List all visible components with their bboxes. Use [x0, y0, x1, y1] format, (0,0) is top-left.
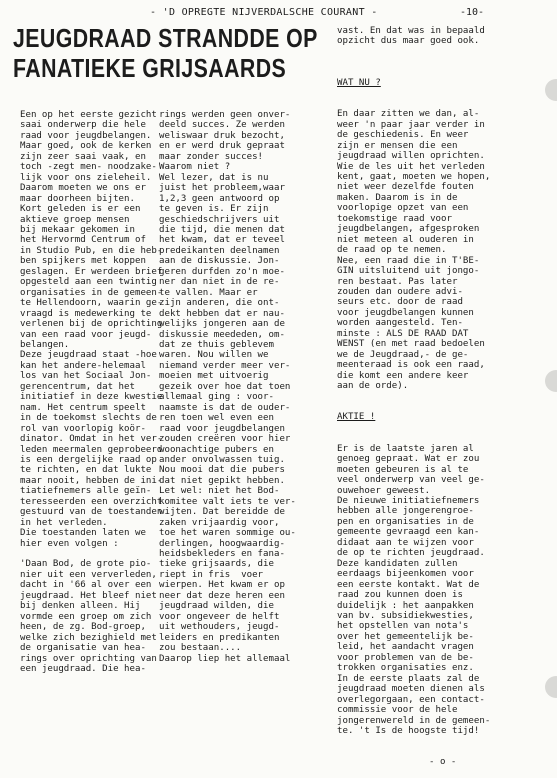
- text-line: geren durfden zo'n moe-: [159, 266, 285, 277]
- text-line: Wel lezer, dat is nu: [159, 172, 269, 183]
- text-line: hier even volgen :: [20, 538, 119, 549]
- text-line: over het gemeentelijk be-: [337, 631, 474, 642]
- text-line: Deze jeugdraad staat -hoe: [20, 350, 157, 361]
- text-line: de geschiedenis. En weer: [337, 130, 469, 141]
- text-line: voor ongeveer de helft: [159, 611, 280, 622]
- text-line: leid, het aandacht vragen: [337, 642, 474, 653]
- text-line: ren toen wel even een: [159, 413, 274, 424]
- text-line: minste : ALS DE RAAD DAT: [337, 328, 469, 339]
- text-line: tieke grijsaards, die: [159, 559, 274, 570]
- text-line: wijten. Dat bereidde de: [159, 507, 285, 518]
- text-line: de op te richten jeugdraad.: [337, 548, 485, 559]
- text-line: Daarop liep het allemaal: [159, 653, 291, 664]
- text-line: niet meteen al ouderen in: [337, 234, 474, 245]
- text-line: Nou mooi dat die pubers: [159, 465, 285, 476]
- text-line: rings over oprichting van: [20, 653, 157, 664]
- text-line: dat ze thuis geblevem: [159, 339, 274, 350]
- text-line: nier uit een ververleden,: [20, 569, 157, 580]
- text-line: tiatiefnemers alle geïn-: [20, 486, 152, 497]
- text-line: overlegorgaan, een contact-: [337, 694, 485, 705]
- text-line: jeugdraad moeten dienen als: [337, 684, 485, 695]
- headline-line-1: JEUGDRAAD STRANDDE OP: [13, 23, 318, 53]
- text-line: een jeugdraad. Die hea-: [20, 664, 146, 674]
- text-line: predeikanten deelnamen: [159, 245, 280, 256]
- text-line: geslagen. Er werdeen brief: [20, 266, 163, 277]
- text-line: deeld succes. Ze werden: [159, 120, 285, 131]
- text-line: maar doorheen bijten.: [20, 193, 135, 204]
- text-line: in Studio Pub, en die heb-: [20, 245, 163, 256]
- text-line: jeugdraad willen oprichten.: [337, 151, 485, 162]
- text-line: Kort geleden is er een: [20, 204, 141, 215]
- text-line: WENST (en met raad bedoelen: [337, 339, 485, 350]
- text-line: worden aangesteld. Ten-: [337, 318, 463, 329]
- page-number: -10-: [460, 7, 485, 18]
- text-line: ouwehoer geweest.: [337, 485, 431, 496]
- text-line: opgesteld aan een twintig: [20, 277, 157, 288]
- text-line: dinator. Omdat in het ver-: [20, 434, 163, 445]
- text-line: niet weer dezelfde fouten: [337, 182, 474, 193]
- text-line: vast. En dat was in bepaald: [337, 26, 485, 36]
- text-line: toe het waren sommige ou-: [159, 528, 296, 539]
- text-line: 1,2,3 geen antwoord op: [159, 193, 280, 204]
- text-line: duidelijk : het aanpakken: [337, 600, 474, 611]
- text-line: die komt een andere keer: [337, 370, 469, 381]
- text-line: opzicht dus maar goed ook.: [337, 36, 480, 47]
- text-line: welijks jongeren aan de: [159, 319, 285, 330]
- text-line: Maar goed, ook de kerken: [20, 141, 152, 152]
- text-line: voor problemen van de be-: [337, 652, 474, 663]
- text-line: pen en organisaties in de: [337, 516, 474, 527]
- text-line: leden meermalen geprobeerd: [20, 444, 163, 455]
- section-heading-aktie: AKTIE !: [337, 412, 376, 423]
- text-line: zijn zeer saai vaak, en: [20, 151, 146, 162]
- text-line: weliswaar druk bezocht,: [159, 130, 285, 141]
- text-line: [20, 549, 162, 559]
- text-line: van bv. subsidiekwesties,: [337, 611, 474, 622]
- end-mark: - o -: [429, 757, 457, 768]
- text-line: derlingen, hoogwaardig-: [159, 538, 285, 549]
- text-line: teresseerden een overzicht: [20, 496, 163, 507]
- text-line: vraagd is medewerking te: [20, 308, 152, 319]
- text-line: te vallen. Maar er: [159, 287, 258, 298]
- text-line: maar zonder succes!: [159, 151, 264, 162]
- text-line: Waarom niet ?: [159, 162, 231, 173]
- text-line: seurs etc. door de raad: [337, 297, 463, 308]
- text-line: kent, gaat, moeten we hopen,: [337, 171, 491, 182]
- text-line: los van het Sociaal Jon-: [20, 371, 152, 382]
- text-line: de raad op te nemen.: [337, 245, 447, 256]
- text-line: naamste is dat de ouder-: [159, 402, 291, 413]
- text-line: Een op het eerste gezicht: [20, 110, 157, 120]
- text-line: commissie voor de hele: [337, 705, 458, 716]
- text-line: Nee, een raad die in T'BE-: [337, 255, 480, 266]
- text-line: belangen.: [20, 339, 70, 350]
- text-line: gerencentrum, dat het: [20, 381, 135, 392]
- text-line: aan de orde).: [337, 381, 409, 392]
- text-line: jeugdbelangen, afgesproken: [337, 224, 480, 235]
- text-line: organisaties in de gemeen-: [20, 287, 163, 298]
- column-2: [159, 110, 296, 664]
- text-line: initiatief in deze kwestie: [20, 392, 163, 403]
- text-line: toch -zegt men- noodzake-: [20, 162, 157, 173]
- text-line: jeugdraad wilden, die: [159, 601, 274, 612]
- text-line: verlenen bij de oprichting: [20, 319, 163, 330]
- text-line: zouden dan oudere advi-: [337, 286, 463, 297]
- section-aktie-text: [337, 444, 490, 737]
- text-line: ner dan niet in de re-: [159, 277, 280, 288]
- text-line: nam. Het centrum speelt: [20, 402, 146, 413]
- text-line: het opstellen van nota's: [337, 621, 469, 632]
- text-line: het Hervormd Centrum of: [20, 235, 146, 246]
- text-line: in de toekomst slechts de: [20, 413, 157, 424]
- text-line: welke zich bezighield met: [20, 632, 157, 643]
- text-line: raad zou kunnen doen is: [337, 590, 463, 601]
- text-line: allemaal ging : voor-: [159, 392, 274, 403]
- text-line: diskussie meededen, om-: [159, 329, 285, 340]
- text-line: De nieuwe initiatiefnemers: [337, 496, 480, 507]
- text-line: maar nooit, hebben de ini-: [20, 475, 163, 486]
- text-line: heidsbekleders en fana-: [159, 549, 285, 560]
- binder-hole-top: [545, 79, 557, 101]
- text-line: zijn anderen, die ont-: [159, 298, 280, 309]
- running-head: - 'D OPREGTE NIJVERDALSCHE COURANT -: [150, 7, 378, 18]
- headline-line-2: FANATIEKE GRIJSAARDS: [13, 53, 287, 83]
- text-line: jeugdraad. Het bleef niet: [20, 590, 157, 601]
- text-line: bij denken alleen. Hij: [20, 601, 141, 612]
- text-line: wierpen. Het kwam er op: [159, 580, 285, 591]
- binder-hole-bottom: [545, 676, 557, 698]
- text-line: rings werden geen onver-: [159, 110, 291, 120]
- binder-hole-middle: [545, 370, 557, 392]
- text-line: genoeg gepraat. Wat er zou: [337, 454, 480, 465]
- text-line: is een dergelijke raad op: [20, 454, 157, 465]
- text-line: zaken vrijaardig voor,: [159, 517, 280, 528]
- text-line: Deze kandidaten zullen: [337, 558, 458, 569]
- text-line: een eerste kontakt. Wat de: [337, 579, 480, 590]
- text-line: raad voor jeugdbelangen: [159, 423, 285, 434]
- text-line: toekomstige raad voor: [337, 213, 452, 224]
- text-line: te Hellendoorn, waarin ge-: [20, 298, 163, 309]
- text-line: we de Jeugdraad,- de ge-: [337, 349, 469, 360]
- text-line: Let wel: niet het Bod-: [159, 486, 280, 497]
- text-line: ren bestaat. Pas later: [337, 276, 458, 287]
- text-line: woonachtige pubers en: [159, 444, 274, 455]
- text-line: voorlopige opzet van een: [337, 203, 469, 214]
- text-line: raad voor jeugdbelangen.: [20, 130, 152, 141]
- text-line: eerdaags bijeenkomen voor: [337, 569, 474, 580]
- text-line: moeien met uitvoerig: [159, 371, 269, 382]
- text-line: rol van voorlopig koör-: [20, 423, 146, 434]
- section-wat-nu-text: [337, 109, 490, 391]
- text-line: ben spijkers met koppen: [20, 256, 146, 267]
- text-line: het kwam, dat er teveel: [159, 235, 285, 246]
- text-line: In de eerste plaats zal de: [337, 673, 480, 684]
- text-line: te. 't Is de hoogste tijd!: [337, 726, 480, 736]
- text-line: te richten, en dat lukte: [20, 465, 152, 476]
- text-line: zouden creëren voor hier: [159, 434, 291, 445]
- text-line: gezeik over hoe dat toen: [159, 381, 291, 392]
- text-line: in het verleden.: [20, 517, 108, 528]
- text-line: waren. Nou willen we: [159, 350, 269, 361]
- text-line: de organisatie van hea-: [20, 643, 146, 654]
- text-line: didaat aan te wijzen voor: [337, 537, 474, 548]
- text-line: zou bestaan....: [159, 643, 242, 654]
- column-3-top: [337, 26, 485, 47]
- column-3: [337, 57, 490, 778]
- text-line: vormde een groep om zich: [20, 611, 152, 622]
- text-line: dat niet gepikt hebben.: [159, 475, 285, 486]
- text-line: juist het probleem,waar: [159, 183, 285, 194]
- text-line: aktieve groep mensen: [20, 214, 130, 225]
- text-line: Daarom moeten we ons er: [20, 183, 146, 194]
- text-line: geschiedschrijvers uit: [159, 214, 280, 225]
- text-line: saai onderwerp die hele: [20, 120, 146, 131]
- text-line: veel onderwerp van veel ge-: [337, 475, 485, 486]
- text-line: aan de diskussie. Jon-: [159, 256, 280, 267]
- text-line: weer 'n paar jaar verder in: [337, 119, 485, 130]
- text-line: dacht in '66 al over een: [20, 580, 152, 591]
- text-line: moeten gebeuren is al te: [337, 464, 469, 475]
- text-line: gestuurd van de toestanden: [20, 507, 163, 518]
- text-line: 'Daan Bod, de grote pio-: [20, 559, 152, 570]
- text-line: neer dat deze heren een: [159, 590, 285, 601]
- text-line: en er werd druk gepraat: [159, 141, 285, 152]
- text-line: uit wethouders, jeugd-: [159, 622, 280, 633]
- section-heading-wat-nu: WAT NU ?: [337, 77, 381, 88]
- text-line: gemeente gevraagd een kan-: [337, 527, 480, 538]
- text-line: Er is de laatste jaren al: [337, 443, 474, 454]
- text-line: Wie de les uit het verleden: [337, 161, 485, 172]
- text-line: ander onvolwassen tuig.: [159, 454, 285, 465]
- text-line: riept in fris voer: [159, 569, 264, 580]
- text-line: van een raad voor jeugd-: [20, 329, 152, 340]
- text-line: kan het andere-helemaal: [20, 360, 146, 371]
- text-line: hebben alle jongerengroe-: [337, 506, 474, 517]
- column-1: [20, 110, 162, 674]
- text-line: heen, de zg. Bod-groep,: [20, 622, 146, 633]
- text-line: Die toestanden laten we: [20, 528, 146, 539]
- text-line: trokken organisaties enz.: [337, 663, 474, 674]
- text-line: zijn er mensen die een: [337, 140, 458, 151]
- text-line: meenteraad is ook een raad,: [337, 360, 485, 371]
- headline: [13, 23, 318, 83]
- text-line: maken. Daarom is in de: [337, 192, 458, 203]
- text-line: te geven is. Er zijn: [159, 204, 269, 215]
- text-line: jongerenwereld in de gemeen-: [337, 715, 491, 726]
- text-line: komitee valt iets te ver-: [159, 496, 296, 507]
- text-line: niemand verder meer ver-: [159, 360, 291, 371]
- text-line: die tijd, die menen dat: [159, 224, 285, 235]
- text-line: leiders en predikanten: [159, 632, 280, 643]
- text-line: GIN uitsluitend uit jongo-: [337, 266, 480, 277]
- text-line: En daar zitten we dan, al-: [337, 109, 480, 120]
- text-line: lijk voor ons zieleheil.: [20, 172, 152, 183]
- text-line: voor jeugdbelangen kunnen: [337, 307, 474, 318]
- text-line: bij mekaar gekomen in: [20, 224, 135, 235]
- text-line: dekt hebben dat er nau-: [159, 308, 285, 319]
